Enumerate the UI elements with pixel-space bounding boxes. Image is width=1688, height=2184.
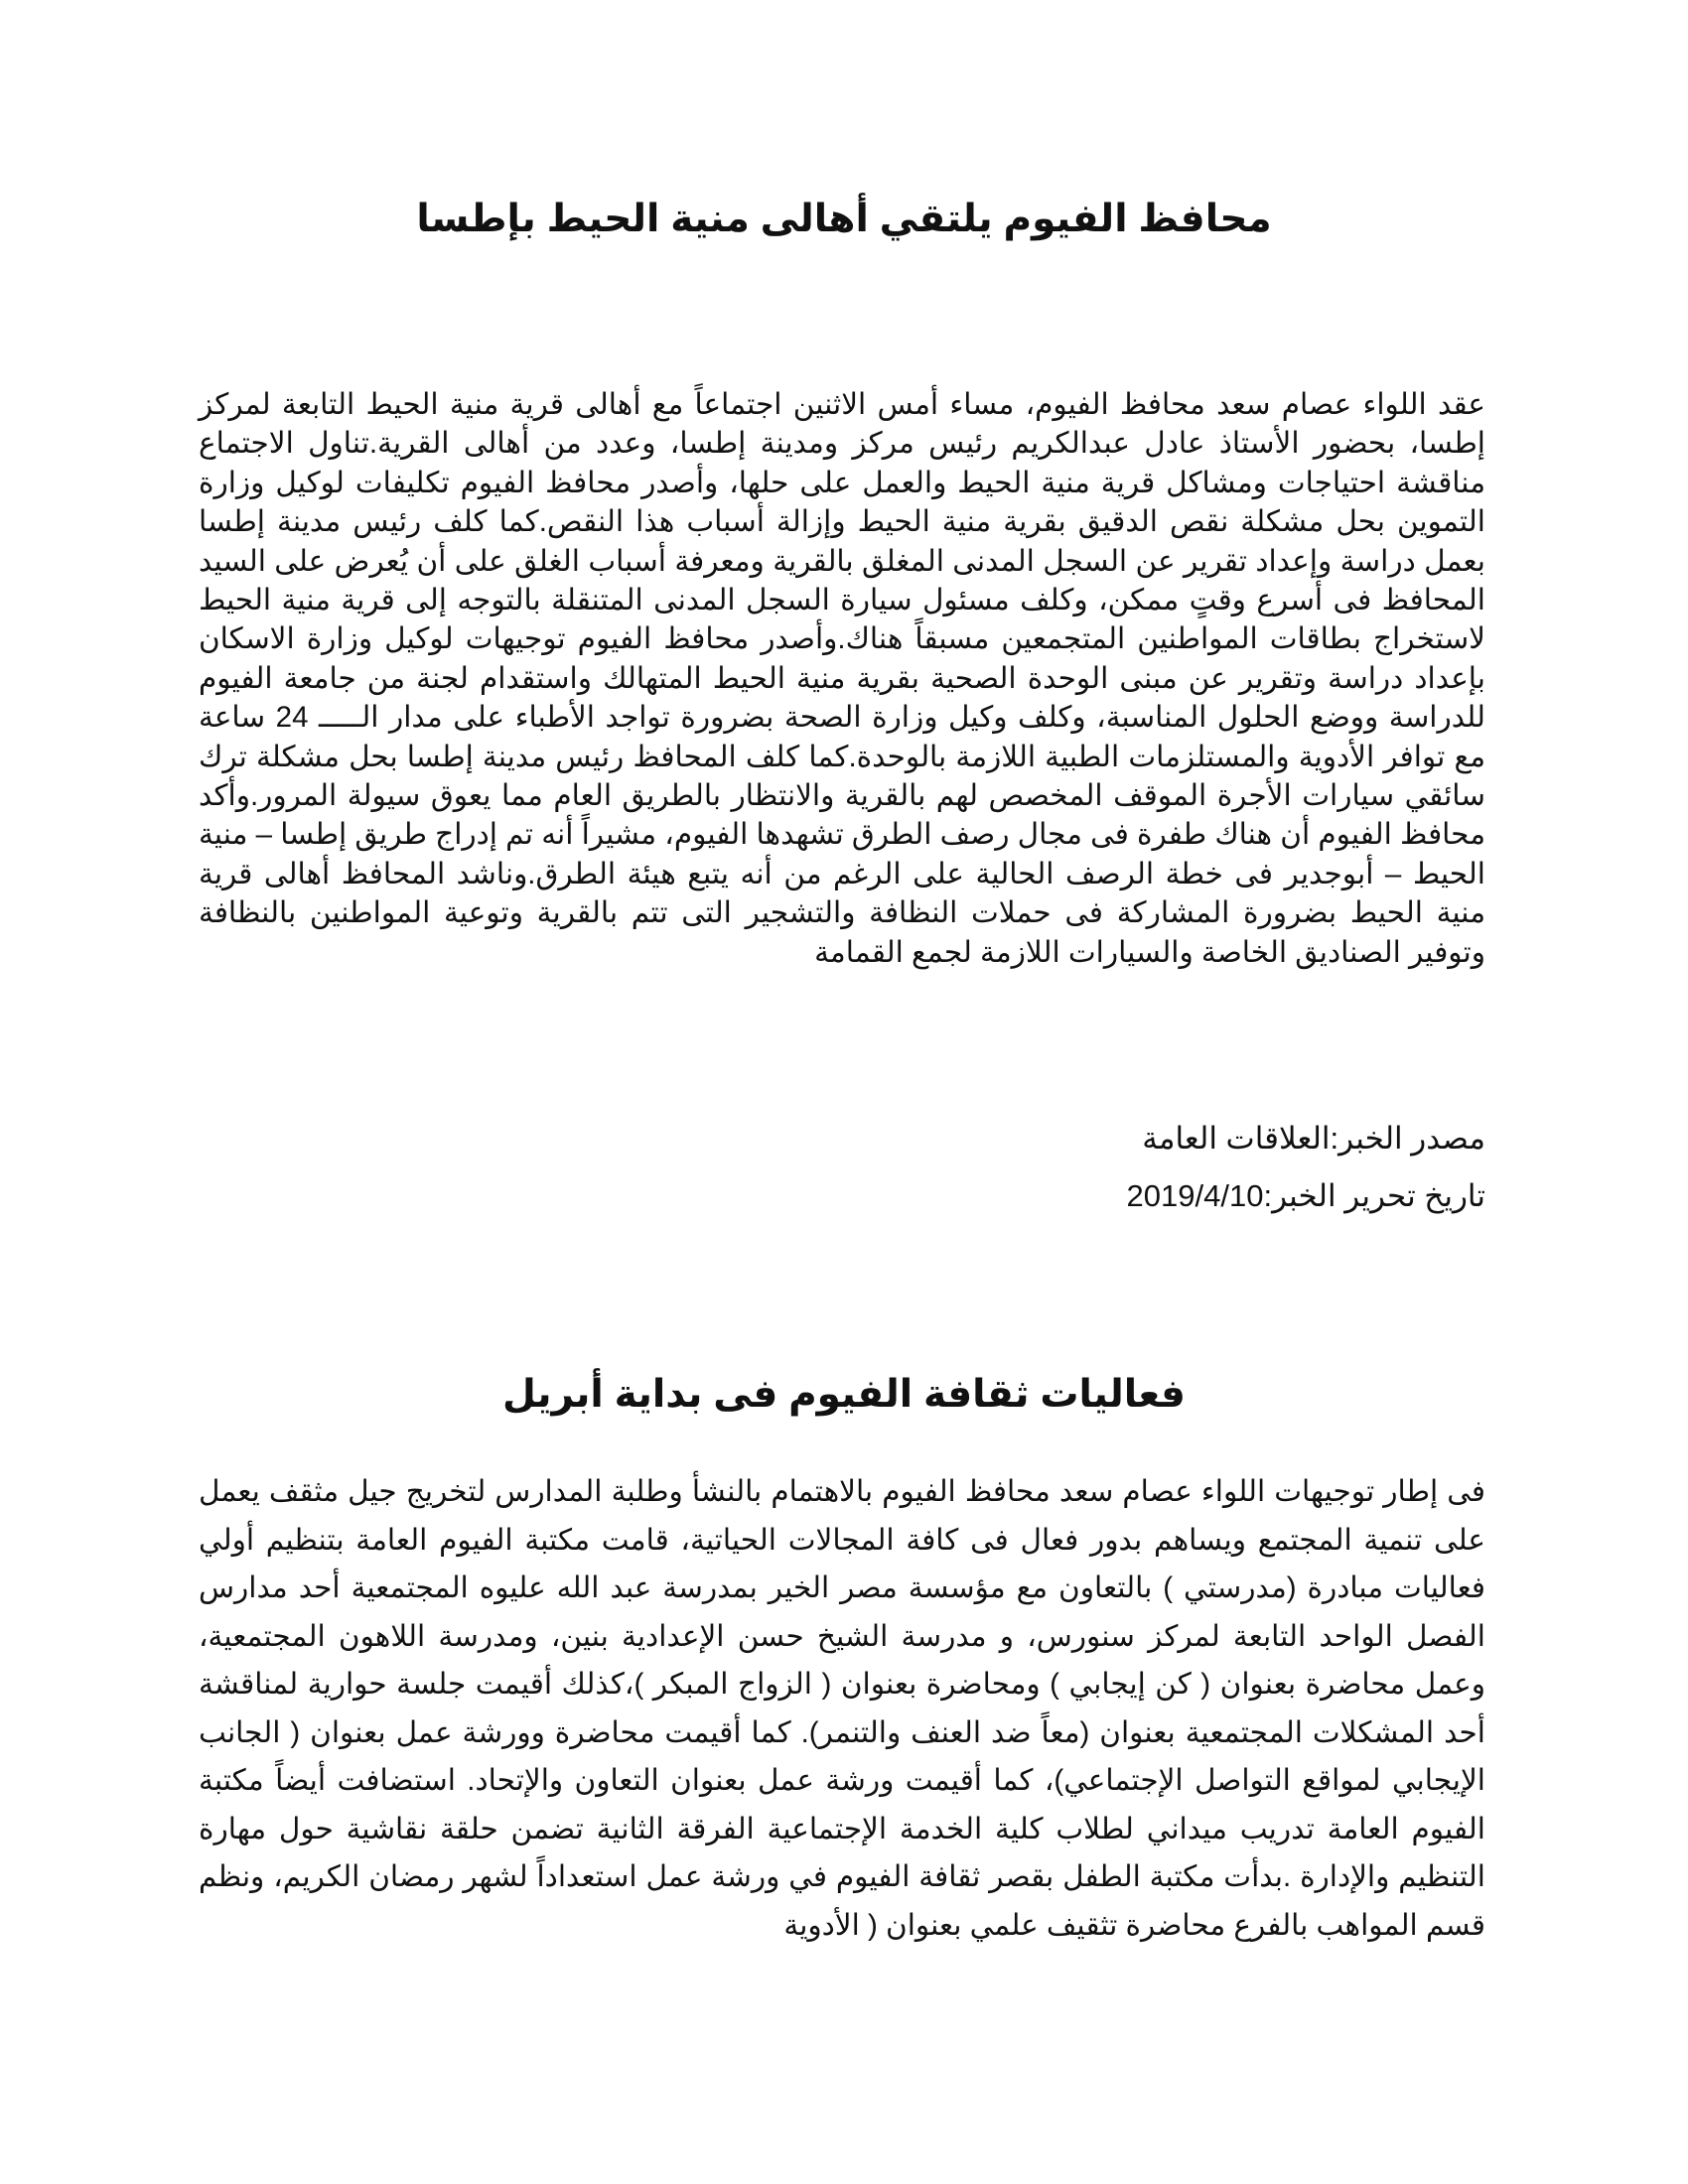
article1-title: محافظ الفيوم يلتقي أهالى منية الحيط بإطسا [416, 198, 1272, 240]
article2-body: فى إطار توجيهات اللواء عصام سعد محافظ الفيوم بالاهتمام بالنشأ وطلبة المدارس لتخريج جيل مثقف يعمل على تنمية المجتمع ويساهم بدور فعال فى كافة المجالات الحياتية، قامت مكتبة الفيوم العامة بتنظيم أولي فعاليات مبادرة (مدرستي ) بالتعاون مع مؤسسة مصر الخير بمدرسة عبد الله عليوه المجتمعية أحد مدارس الفصل الواحد التابعة لمركز سنورس، و مدرسة الشيخ حسن الإعدادية بنين، ومدرسة اللاهون المجتمعية، وعمل محاضرة بعنوان ( كن إيجابي ) ومحاضرة بعنوان ( الزواج المبكر )،كذلك أقيمت جلسة حوارية لمناقشة أحد المشكلات المجتمعية بعنوان (معاً ضد العنف والتنمر). كما أقيمت محاضرة وورشة عمل بعنوان ( الجانب الإيجابي لمواقع التواصل الإجتماعي)، كما أقيمت ورشة عمل بعنوان التعاون والإتحاد. استضافت أيضاً مكتبة الفيوم العامة تدريب ميداني لطلاب كلية الخدمة الإجتماعية الفرقة الثانية تضمن حلقة نقاشية حول مهارة التنظيم والإدارة .بدأت مكتبة الطفل بقصر ثقافة الفيوم في ورشة عمل استعداداً لشهر رمضان الكريم، ونظم قسم المواهب بالفرع محاضرة تثقيف علمي بعنوان ( الأدوية [199, 1475, 1485, 1942]
article1-date-line: تاريخ تحرير الخبر:2019/4/10 [1126, 1178, 1485, 1213]
article1-body: عقد اللواء عصام سعد محافظ الفيوم، مساء أمس الاثنين اجتماعاً مع أهالى قرية منية الحيط التابعة لمركز إطسا، بحضور الأستاذ عادل عبدالكريم رئيس مركز ومدينة إطسا، وعدد من أهالى القرية.تناول الاجتماع مناقشة احتياجات ومشاكل قرية منية الحيط والعمل على حلها، وأصدر محافظ الفيوم تكليفات لوكيل وزارة التموين بحل مشكلة نقص الدقيق بقرية منية الحيط وإزالة أسباب هذا النقص.كما كلف رئيس مدينة إطسا بعمل دراسة وإعداد تقرير عن السجل المدنى المغلق بالقرية ومعرفة أسباب الغلق على أن يُعرض على السيد المحافظ فى أسرع وقتٍ ممكن، وكلف مسئول سيارة السجل المدنى المتنقلة بالتوجه إلى قرية منية الحيط لاستخراج بطاقات المواطنين المتجمعين مسبقاً هناك.وأصدر محافظ الفيوم توجيهات لوكيل وزارة الاسكان بإعداد دراسة وتقرير عن مبنى الوحدة الصحية بقرية منية الحيط المتهالك واستقدام لجنة من جامعة الفيوم للدراسة ووضع الحلول المناسبة، وكلف وكيل وزارة الصحة بضرورة تواجد الأطباء على مدار الـــــ 24 ساعة مع توافر الأدوية والمستلزمات الطبية اللازمة بالوحدة.كما كلف المحافظ رئيس مدينة إطسا بحل مشكلة ترك سائقي سيارات الأجرة الموقف المخصص لهم بالقرية والانتظار بالطريق العام مما يعوق سيولة المرور.وأكد محافظ الفيوم أن هناك طفرة فى مجال رصف الطرق تشهدها الفيوم، مشيراً أنه تم إدراج طريق إطسا – منية الحيط – أبوجدير فى خطة الرصف الحالية على الرغم من أنه يتبع هيئة الطرق.وناشد المحافظ أهالى قرية منية الحيط بضرورة المشاركة فى حملات النظافة والتشجير التى تتم بالقرية وتوعية المواطنين بالنظافة وتوفير الصناديق الخاصة والسيارات اللازمة لجمع القمامة [198, 388, 1485, 969]
article1-source-line: مصدر الخبر:العلاقات العامة [1142, 1121, 1485, 1156]
article2-title: فعاليات ثقافة الفيوم فى بداية أبريل [502, 1373, 1186, 1416]
